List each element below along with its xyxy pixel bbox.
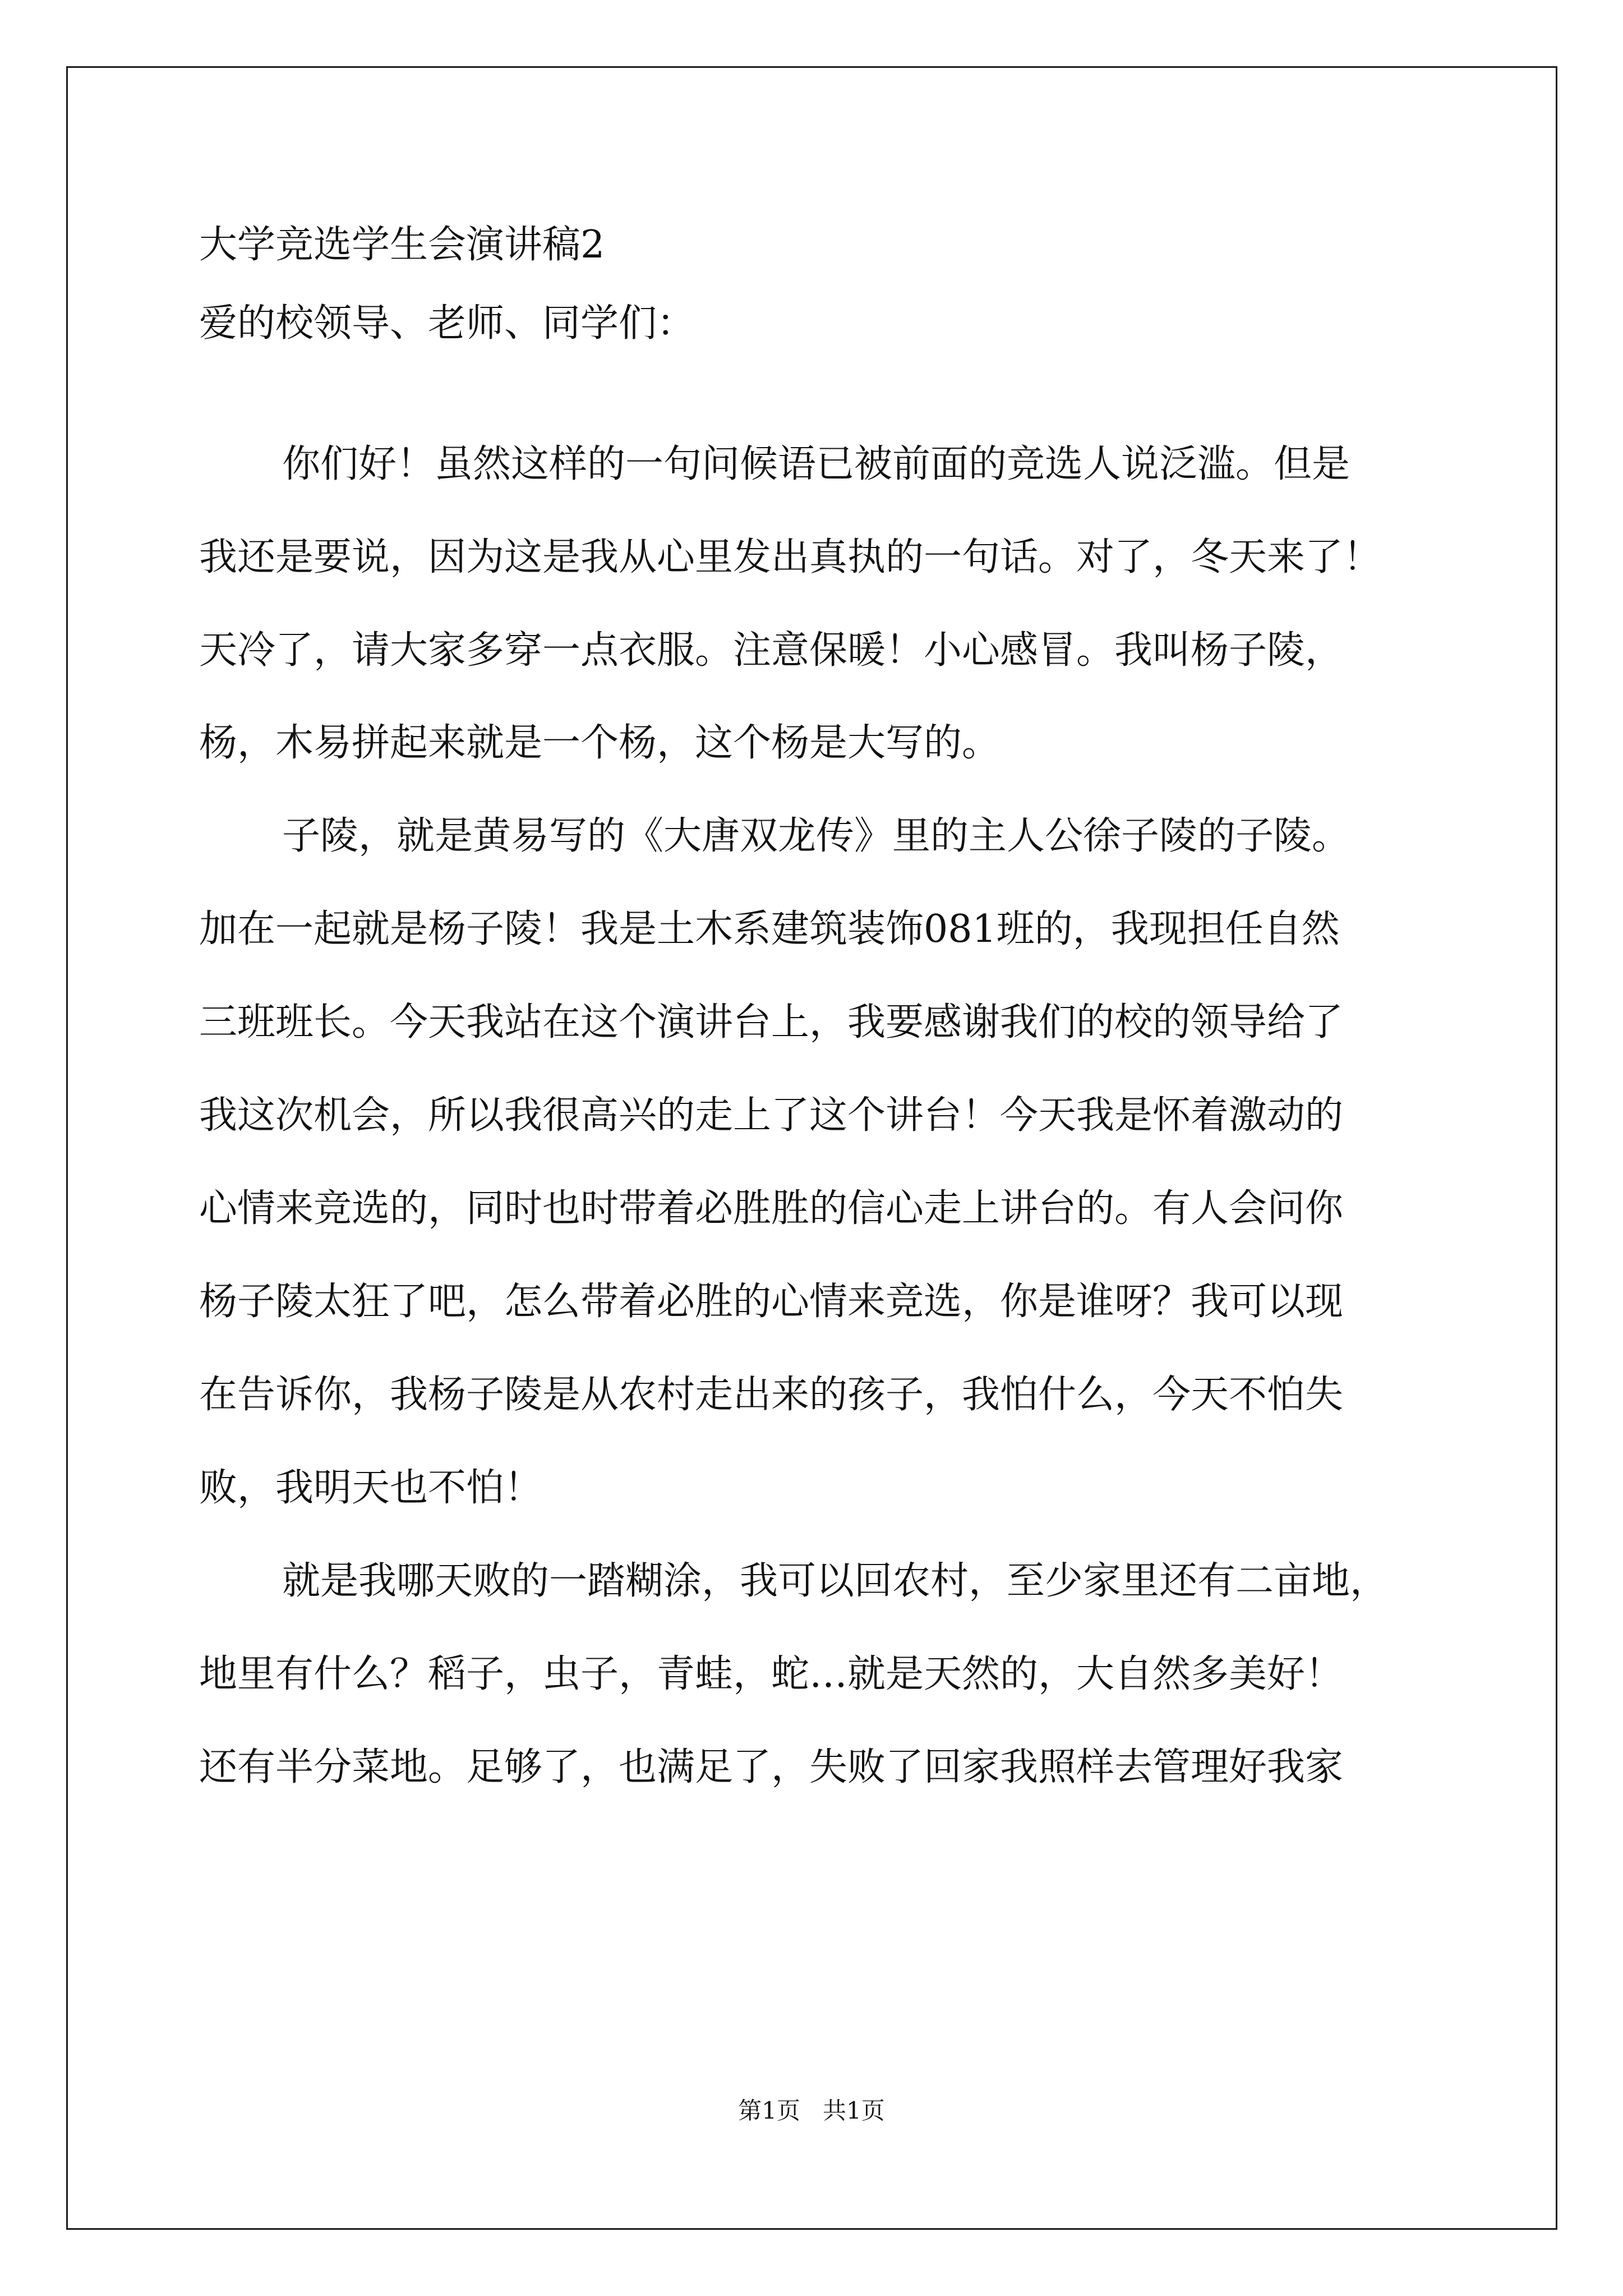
paragraph-3-line-3: 还有半分菜地。足够了，也满足了，失败了回家我照样去管理好我家 (199, 1745, 1344, 1789)
page-border (66, 66, 1557, 2230)
paragraph-2-line-6: 杨子陵太狂了吧，怎么带着必胜的心情来竞选，你是谁呀？我可以现 (199, 1280, 1344, 1324)
document-title: 大学竞选学生会演讲稿2 (199, 223, 605, 267)
paragraph-3-line-2: 地里有什么？稻子，虫子，青蛙，蛇…就是天然的，大自然多美好！ (199, 1652, 1344, 1696)
paragraph-2-line-7: 在告诉你，我杨子陵是从农村走出来的孩子，我怕什么，今天不怕失 (199, 1373, 1344, 1417)
salutation: 爱的校领导、老师、同学们： (199, 301, 695, 346)
paragraph-2-line-4: 我这次机会，所以我很高兴的走上了这个讲台！今天我是怀着激动的 (199, 1093, 1344, 1138)
paragraph-3-line-1: 就是我哪天败的一踏糊涂，我可以回农村，至少家里还有二亩地， (282, 1559, 1389, 1603)
paragraph-2-line-2: 加在一起就是杨子陵！我是土木系建筑装饰081班的，我现担任自然 (199, 907, 1340, 951)
paragraph-2-line-3: 三班班长。今天我站在这个演讲台上，我要感谢我们的校的领导给了 (199, 1000, 1344, 1045)
page-footer: 第1页 共1页 (738, 2097, 885, 2124)
paragraph-1-line-2: 我还是要说，因为这是我从心里发出真执的一句话。对了，冬天来了！ (199, 535, 1382, 579)
paragraph-2-line-5: 心情来竞选的，同时也时带着必胜胜的信心走上讲台的。有人会问你 (199, 1186, 1344, 1231)
paragraph-2-line-1: 子陵，就是黄易写的《大唐双龙传》里的主人公徐子陵的子陵。 (282, 814, 1350, 858)
paragraph-1-line-3: 天冷了，请大家多穿一点衣服。注意保暖！小心感冒。我叫杨子陵， (199, 628, 1344, 673)
paragraph-2-line-8: 败，我明天也不怕！ (199, 1466, 543, 1510)
paragraph-1-line-1: 你们好！虽然这样的一句问候语已被前面的竞选人说泛滥。但是 (282, 442, 1350, 486)
paragraph-1-line-4: 杨，木易拼起来就是一个杨，这个杨是大写的。 (199, 721, 1000, 765)
